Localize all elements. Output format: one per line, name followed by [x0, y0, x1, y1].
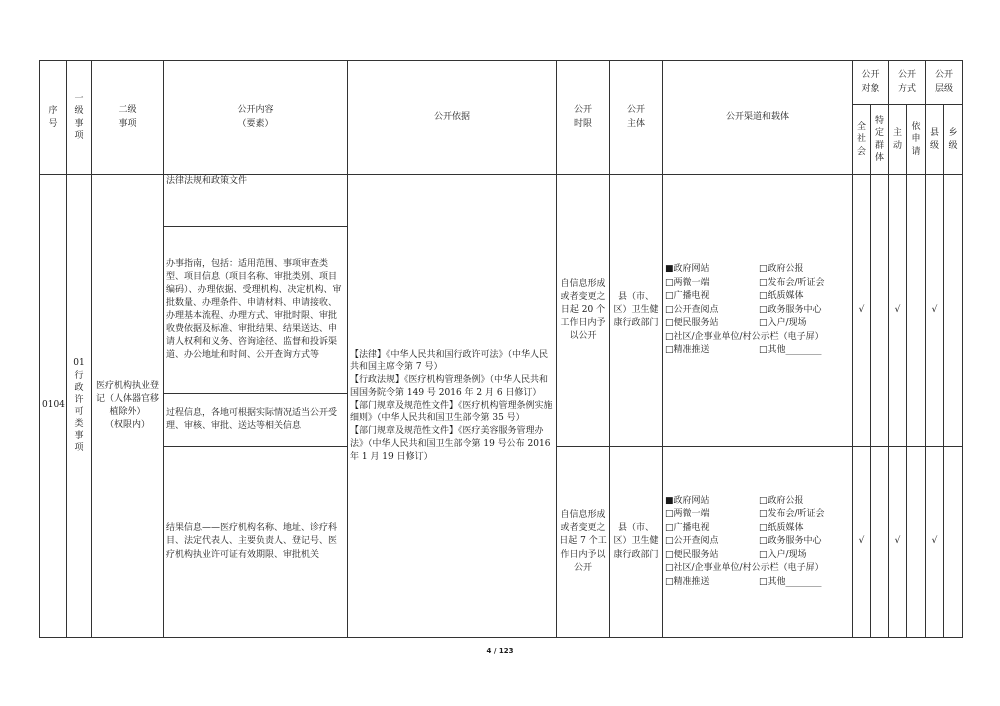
header-method: 公开 方式 — [889, 61, 926, 105]
time-1: 自信息形成或者变更之日起 20 个工作日内予以公开 — [557, 175, 610, 447]
content-result: 结果信息——医疗机构名称、地址、诊疗科目、法定代表人、主要负责人、登记号、医疗机构执业许可证有效期限、审批机关 — [164, 447, 348, 638]
channel-item: □其他________ — [759, 576, 822, 587]
header-subject: 公开 主体 — [610, 61, 663, 175]
page-number: 4 / 123 — [486, 647, 514, 655]
content-process: 过程信息，各地可根据实际情况适当公开受理、审核、审批、送达等相关信息 — [164, 394, 348, 447]
channel-item: □发布会/听证会 — [759, 509, 825, 520]
channel-item: □入户/现场 — [759, 318, 807, 329]
channel-item: □纸质媒体 — [759, 291, 804, 302]
header-target-all: 全 社 会 — [853, 105, 871, 175]
channel-item: □两微一端 — [665, 277, 710, 288]
basis-law: 【法律】《中华人民共和国行政许可法》（中华人民共和国主席令第 7 号） — [350, 349, 549, 373]
channel-item: □便民服务站 — [665, 318, 719, 329]
channel-item: □政务服务中心 — [759, 304, 822, 315]
channel-item: □政府公报 — [759, 495, 804, 506]
channel-1 — [663, 175, 853, 447]
basis-rules-1: 【部门规章及规范性文件】《医疗机构管理条例实施细则》（中华人民共和国卫生部令第 35 号） — [350, 400, 553, 424]
check-target-all-2: √ — [853, 447, 871, 638]
row-level2: 医疗机构执业登记（人体器官移植除外） （权限内） — [92, 175, 164, 638]
header-time: 公开 时限 — [557, 61, 610, 175]
channel-item: □便民服务站 — [665, 549, 719, 560]
channel-item: □广播电视 — [665, 291, 710, 302]
disclosure-table — [39, 60, 963, 638]
content-laws: 法律法规和政策文件 — [164, 175, 348, 227]
channel-item: □精准推送 — [665, 576, 710, 587]
header-content: 公开内容 （要素） — [164, 61, 348, 175]
header-level2: 二级 事项 — [92, 61, 164, 175]
header-target: 公开 对象 — [853, 61, 889, 105]
channel-item: □政务服务中心 — [759, 536, 822, 547]
channel-item: □两微一端 — [665, 509, 710, 520]
check-method-active-2: √ — [889, 447, 907, 638]
time-2: 自信息形成或者变更之日起 7 个工作日内予以公开 — [557, 447, 610, 638]
channel-item: □其他________ — [759, 345, 822, 356]
check-level-county-1: √ — [926, 175, 944, 447]
check-method-request-1 — [907, 175, 926, 447]
channel-item: □政府公报 — [759, 264, 804, 275]
header-channel: 公开渠道和载体 — [663, 61, 853, 175]
check-target-specific-2 — [871, 447, 889, 638]
channel-item: ■政府网站 — [665, 495, 710, 506]
subject-1: 县（市、区）卫生健康行政部门 — [610, 175, 663, 447]
channel-item: □纸质媒体 — [759, 522, 804, 533]
channel-item: □社区/企事业单位/村公示栏（电子屏） — [665, 331, 824, 342]
check-level-county-2: √ — [926, 447, 944, 638]
check-level-township-2 — [944, 447, 963, 638]
check-target-all-1: √ — [853, 175, 871, 447]
basis-cell — [348, 175, 557, 638]
content-guide: 办事指南，包括：适用范围、事项审查类型、项目信息（项目名称、审批类别、项目编码）、办理依据、受理机构、决定机构、审批数量、办理条件、申请材料、申请接收、办理基本流程、办理方式、审批时限、审批收费依据及标准、审批结果、结果送达、申请人权利和义务、咨询途径、监督和投诉渠道、办公地址和时间、公开查询方式等 — [164, 227, 348, 394]
channel-item: □发布会/听证会 — [759, 277, 825, 288]
channel-item: □入户/现场 — [759, 549, 807, 560]
header-seq: 序 号 — [40, 61, 67, 175]
channel-item: ■政府网站 — [665, 264, 710, 275]
header-level1: 一 级 事 项 — [67, 61, 92, 175]
header-level-county: 县 级 — [926, 105, 944, 175]
header-target-specific: 特 定 群 体 — [871, 105, 889, 175]
channel-2 — [663, 447, 853, 638]
check-target-specific-1 — [871, 175, 889, 447]
header-method-request: 依 申 请 — [907, 105, 926, 175]
subject-2: 县（市、区）卫生健康行政部门 — [610, 447, 663, 638]
row-level1: 01 行 政 许 可 类 事 项 — [67, 175, 92, 638]
check-method-request-2 — [907, 447, 926, 638]
check-level-township-1 — [944, 175, 963, 447]
basis-regulation: 【行政法规】《医疗机构管理条例》（中华人民共和国国务院令第 149 号 2016 年 2 月 6 日修订） — [350, 375, 549, 398]
channel-item: □公开查阅点 — [665, 536, 719, 547]
header-level: 公开 层级 — [926, 61, 963, 105]
channel-item: □广播电视 — [665, 522, 710, 533]
header-level-township: 乡 级 — [944, 105, 963, 175]
row-seq: 0104 — [40, 175, 67, 638]
channel-item: □社区/企事业单位/村公示栏（电子屏） — [665, 563, 824, 574]
channel-item: □公开查阅点 — [665, 304, 719, 315]
channel-item: □精准推送 — [665, 345, 710, 356]
header-basis: 公开依据 — [348, 61, 557, 175]
basis-rules-2: 【部门规章及规范性文件】《医疗美容服务管理办法》（中华人民共和国卫生部令第 19 号公布 2016 年 1 月 19 日修订） — [350, 426, 551, 462]
check-method-active-1: √ — [889, 175, 907, 447]
header-method-active: 主 动 — [889, 105, 907, 175]
